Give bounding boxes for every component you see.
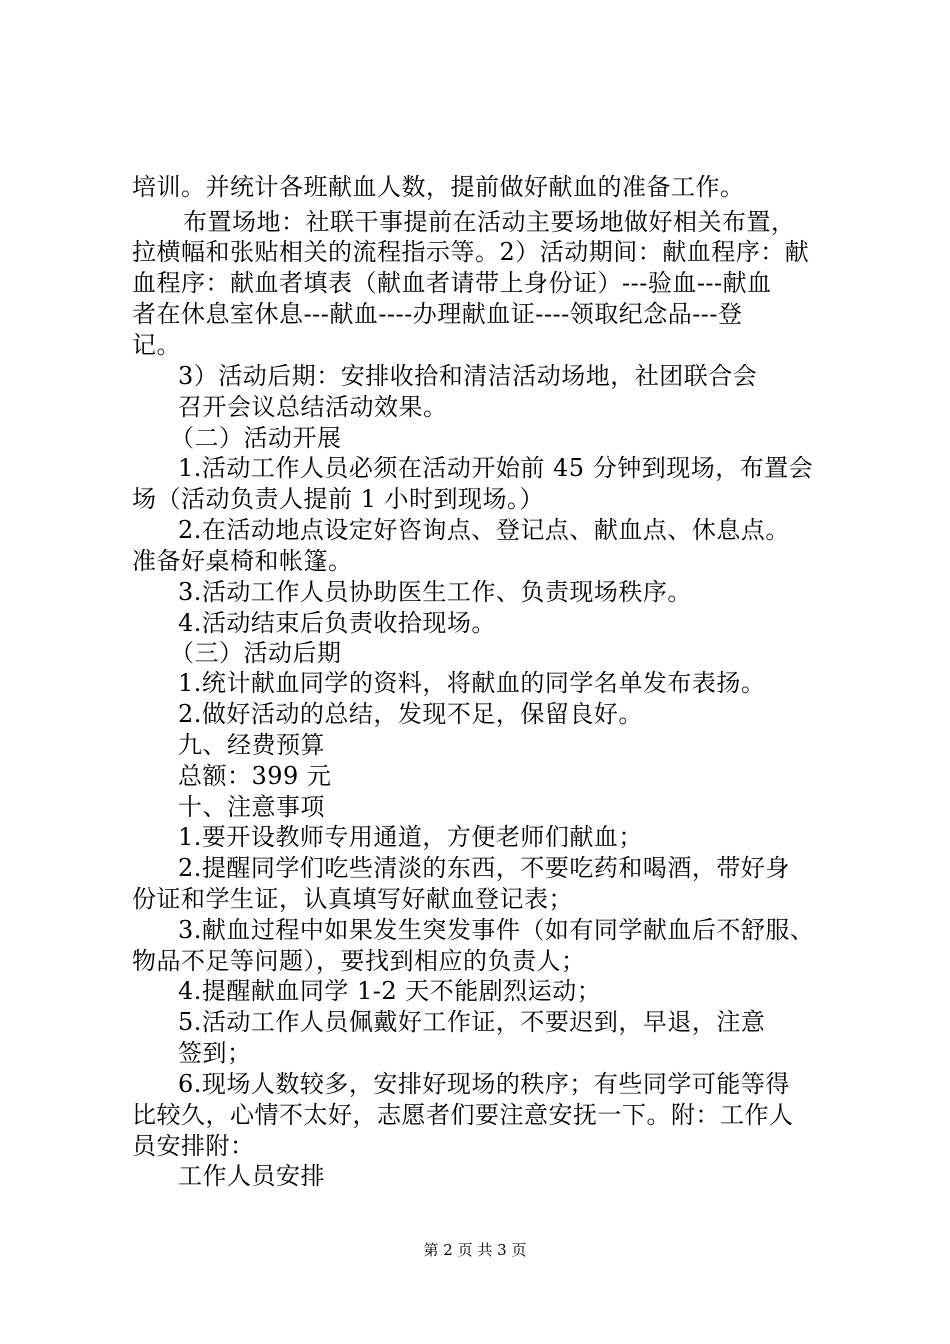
text-line-24: 份证和学生证，认真填写好献血登记表；: [132, 885, 573, 913]
text-line-18: 2.做好活动的总结，发现不足，保留良好。: [178, 700, 643, 728]
text-line-2: 布置场地：社联干事提前在活动主要场地做好相关布置，: [183, 208, 796, 236]
text-line-6: 记。: [132, 331, 181, 359]
text-line-23: 2.提醒同学们吃些清淡的东西，不要吃药和喝酒，带好身: [178, 854, 790, 882]
text-line-3: 拉横幅和张贴相关的流程指示等。2）活动期间：献血程序：献: [132, 238, 810, 266]
text-line-22: 1.要开设教师专用通道，方便老师们献血；: [178, 823, 643, 851]
text-line-26: 物品不足等问题），要找到相应的负责人；: [132, 947, 586, 975]
section-heading-budget: 九、经费预算: [178, 731, 325, 759]
text-line-11: 场（活动负责人提前 1 小时到现场。）: [132, 485, 545, 513]
text-line-12: 2.在活动地点设定好咨询点、登记点、献血点、休息点。: [178, 516, 790, 544]
section-heading-2: （二）活动开展: [170, 424, 342, 452]
text-line-32: 员安排附：: [132, 1132, 255, 1160]
section-heading-3: （三）活动后期: [170, 639, 342, 667]
text-line-31: 比较久，心情不太好，志愿者们要注意安抚一下。附：工作人: [132, 1101, 794, 1129]
text-line-7: 3）活动后期：安排收拾和清洁活动场地，社团联合会: [178, 362, 758, 390]
budget-total: 总额：399 元: [178, 762, 332, 790]
section-heading-notes: 十、注意事项: [178, 793, 325, 821]
text-line-8: 召开会议总结活动效果。: [178, 393, 448, 421]
text-line-30: 6.现场人数较多，安排好现场的秩序；有些同学可能等得: [178, 1070, 790, 1098]
text-line-25: 3.献血过程中如果发生突发事件（如有同学献血后不舒服、: [178, 916, 815, 944]
text-line-27: 4.提醒献血同学 1-2 天不能剧烈运动；: [178, 977, 602, 1005]
text-line-14: 3.活动工作人员协助医生工作、负责现场秩序。: [178, 578, 692, 606]
text-line-5: 者在休息室休息---献血----办理献血证----领取纪念品---登: [132, 300, 743, 328]
text-line-15: 4.活动结束后负责收拾现场。: [178, 609, 496, 637]
text-line-4: 血程序：献血者填表（献血者请带上身份证）---验血---献血: [132, 269, 772, 297]
text-line-33: 工作人员安排: [178, 1162, 325, 1190]
text-line-17: 1.统计献血同学的资料，将献血的同学名单发布表扬。: [178, 669, 766, 697]
text-line-28: 5.活动工作人员佩戴好工作证，不要迟到，早退，注意: [178, 1008, 766, 1036]
page-number-footer: 第 2 页 共 3 页: [423, 1241, 527, 1259]
text-line-1: 培训。并统计各班献血人数，提前做好献血的准备工作。: [132, 173, 745, 201]
text-line-13: 准备好桌椅和帐篷。: [132, 547, 353, 575]
text-line-10: 1.活动工作人员必须在活动开始前 45 分钟到现场，布置会: [178, 454, 814, 482]
text-line-29: 签到；: [178, 1039, 252, 1067]
